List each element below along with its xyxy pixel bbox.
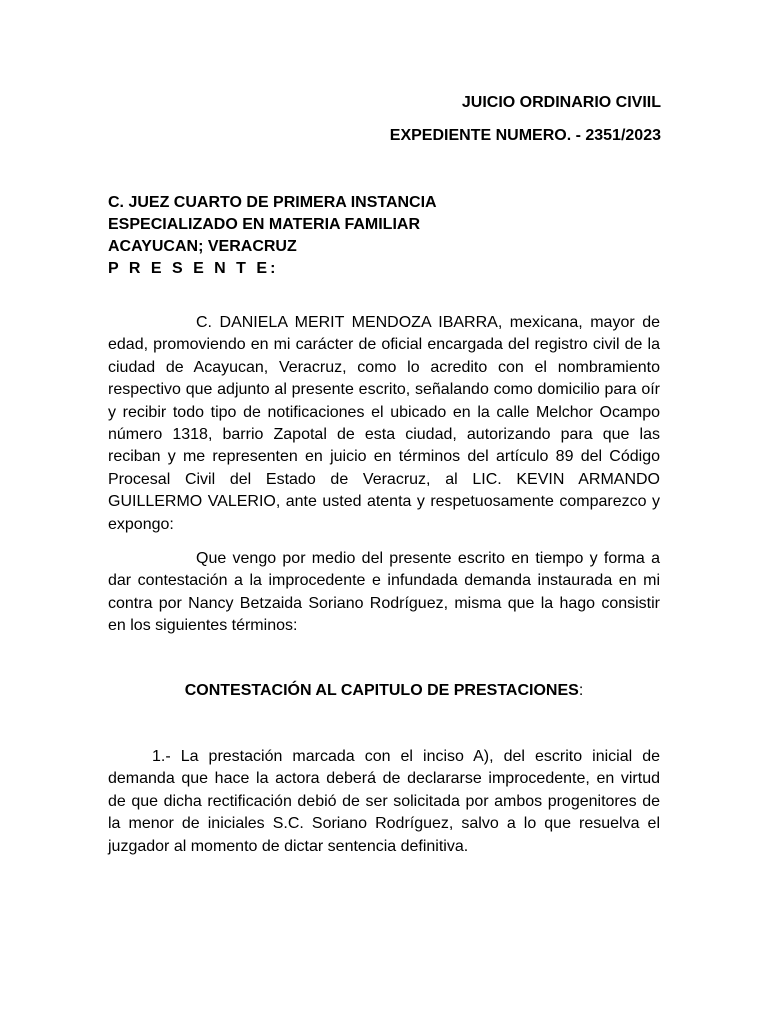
addressee-line-judge: C. JUEZ CUARTO DE PRIMERA INSTANCIA [108,194,437,211]
case-number: EXPEDIENTE NUMERO. - 2351/2023 [389,127,661,144]
case-type: JUICIO ORDINARIO CIVIIL [461,94,661,111]
case-header [390,92,661,147]
section-title [108,680,660,702]
section-title-colon: : [578,682,584,699]
paragraph-response-statement: Que vengo por medio del presente escrito en tiempo y forma a dar contestación a la improcedente e infundada demanda instaurada en mi contra por Nancy Betzaida Soriano Rodríguez, misma que la hago consistir en los siguientes términos: [108,550,660,635]
addressee-block [108,192,437,280]
addressee-line-specialty: ESPECIALIZADO EN MATERIA FAMILIAR [108,216,420,233]
paragraph-introduction: C. DANIELA MERIT MENDOZA IBARRA, mexicana, mayor de edad, promoviendo en mi carácter de oficial encargada del registro civil de la ciudad de Acayucan, Veracruz, como lo acredito con el nombramiento respectivo que adjunto al presente escrito, señalando como domicilio para oír y recibir todo tipo de notificaciones el ubicado en la calle Melchor Ocampo número 1318, barrio Zapotal de esta ciudad, autorizando para que las reciban y me representen en juicio en términos del artículo 89 del Código Procesal Civil del Estado de Veracruz, al LIC. KEVIN ARMANDO GUILLERMO VALERIO, ante usted atenta y respetuosamente comparezco y expongo: [108,314,660,533]
paragraph-item-1: 1.- La prestación marcada con el inciso A), del escrito inicial de demanda que hace la actora deberá de declararse improcedente, en virtud de que dicha rectificación debió de ser solicitada por ambos progenitores de la menor de iniciales S.C. Soriano Rodríguez, salvo a lo que resuelva el juzgador al momento de dictar sentencia definitiva. [108,748,660,855]
addressee-line-location: ACAYUCAN; VERACRUZ [108,238,297,255]
section-title-text: CONTESTACIÓN AL CAPITULO DE PRESTACIONES [184,682,579,699]
addressee-line-presente: P R E S E N T E: [108,260,279,277]
